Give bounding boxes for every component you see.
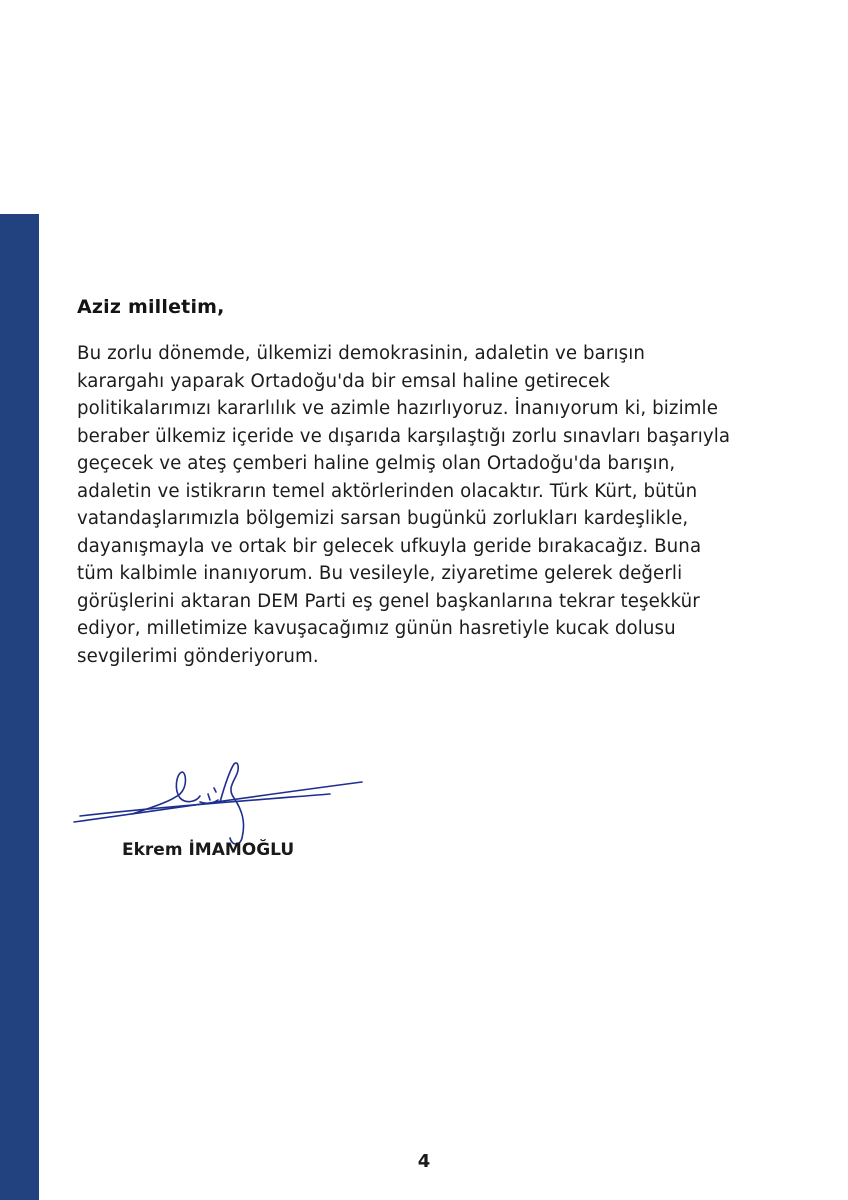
page-number: 4: [417, 1151, 431, 1172]
greeting: Aziz milletim,: [77, 296, 225, 318]
body-line: sevgilerimi gönderiyorum.: [77, 645, 319, 667]
body-line: vatandaşlarımızla bölgemizi sarsan bugünkü zorlukları kardeşlikle,: [77, 508, 689, 529]
body-line: adaletin ve istikrarın temel aktörlerinden olacaktır. Türk Kürt, bütün: [77, 480, 698, 502]
body-line: Bu zorlu dönemde, ülkemizi demokrasinin, adaletin ve barışın: [77, 343, 646, 364]
body-line: beraber ülkemiz içeride ve dışarıda karşılaştığı zorlu sınavları başarıyla: [77, 425, 731, 447]
letter-body: [77, 340, 797, 670]
body-line: ediyor, milletimize kavuşacağımız günün hasretiyle kucak dolusu: [77, 618, 676, 639]
body-line: görüşlerini aktaran DEM Parti eş genel başkanlarına tekrar teşekkür: [77, 590, 700, 612]
signer-name: Ekrem İMAMOĞLU: [122, 840, 295, 860]
body-line: politikalarımızı kararlılık ve azimle hazırlıyoruz. İnanıyorum ki, bizimle: [77, 398, 718, 419]
signature-image: [70, 758, 370, 848]
body-line: tüm kalbimle inanıyorum. Bu vesileyle, ziyaretime gelerek değerli: [77, 563, 683, 584]
accent-side-bar: [0, 214, 39, 1200]
body-line: dayanışmayla ve ortak bir gelecek ufkuyla geride bırakacağız. Buna: [77, 535, 702, 557]
body-line: karargahı yaparak Ortadoğu'da bir emsal haline getirecek: [77, 370, 611, 392]
body-line: geçecek ve ateş çemberi haline gelmiş olan Ortadoğu'da barışın,: [77, 453, 676, 474]
